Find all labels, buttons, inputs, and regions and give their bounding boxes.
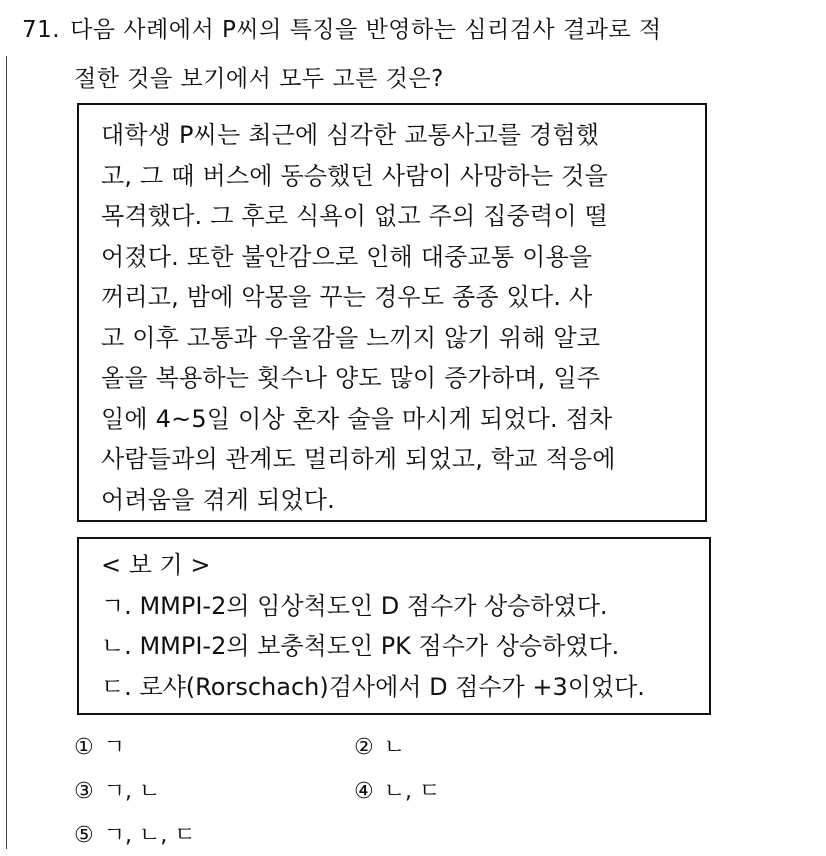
question-line-1 (22, 6, 812, 55)
case-line: 목격했다. 그 후로 식욕이 없고 주의 집중력이 떨 (101, 202, 608, 230)
case-line: 대학생 P씨는 최근에 심각한 교통사고를 경험했 (101, 121, 600, 149)
answer-option-5[interactable] (74, 816, 195, 856)
option-text: ㄴ (383, 735, 405, 760)
bogi-item-digeut: ㄷ. 로샤(Rorschach)검사에서 D 점수가 +3이었다. (101, 672, 645, 701)
answer-option-2[interactable] (354, 728, 405, 768)
bogi-box (77, 537, 711, 715)
bogi-item-giyeok: ㄱ. MMPI-2의 임상척도인 D 점수가 상승하였다. (101, 591, 608, 620)
case-line: 고 이후 고통과 우울감을 느끼지 않기 위해 알코 (101, 323, 601, 352)
answer-option-1[interactable] (74, 728, 125, 768)
option-mark: ② (354, 735, 374, 760)
question-text-1: 다음 사례에서 P씨의 특징을 반영하는 심리검사 결과로 적 (70, 17, 662, 43)
option-mark: ③ (74, 779, 94, 804)
answer-option-3[interactable] (74, 772, 160, 812)
case-line: 고, 그 때 버스에 동승했던 사람이 사망하는 것을 (101, 161, 608, 190)
question-stem (22, 6, 812, 104)
case-line: 어려움을 겪게 되었다. (101, 485, 335, 514)
left-margin-rule (6, 56, 7, 849)
option-mark: ④ (354, 779, 374, 804)
bogi-header: < 보 기 > (101, 551, 211, 579)
bogi-item-nieun: ㄴ. MMPI-2의 보충척도인 PK 점수가 상승하였다. (101, 632, 620, 660)
option-mark: ① (74, 735, 94, 760)
option-text: ㄱ (103, 735, 125, 760)
case-line: 꺼리고, 밤에 악몽을 꾸는 경우도 종종 있다. 사 (101, 283, 593, 311)
case-line: 일에 4~5일 이상 혼자 술을 마시게 되었다. 점차 (101, 404, 613, 433)
question-line-2: 절한 것을 보기에서 모두 고른 것은? (74, 66, 444, 92)
answer-option-4[interactable] (354, 772, 440, 812)
case-passage-box (77, 103, 707, 522)
option-mark: ⑤ (74, 823, 94, 848)
option-text: ㄴ, ㄷ (383, 779, 441, 804)
question-number: 71. (22, 17, 61, 43)
case-line: 올을 복용하는 횟수나 양도 많이 증가하며, 일주 (101, 364, 601, 392)
option-text: ㄱ, ㄴ, ㄷ (103, 823, 196, 848)
option-text: ㄱ, ㄴ (103, 779, 161, 804)
case-line: 어졌다. 또한 불안감으로 인해 대중교통 이용을 (101, 242, 593, 271)
case-line: 사람들과의 관계도 멀리하게 되었고, 학교 적응에 (101, 445, 616, 473)
